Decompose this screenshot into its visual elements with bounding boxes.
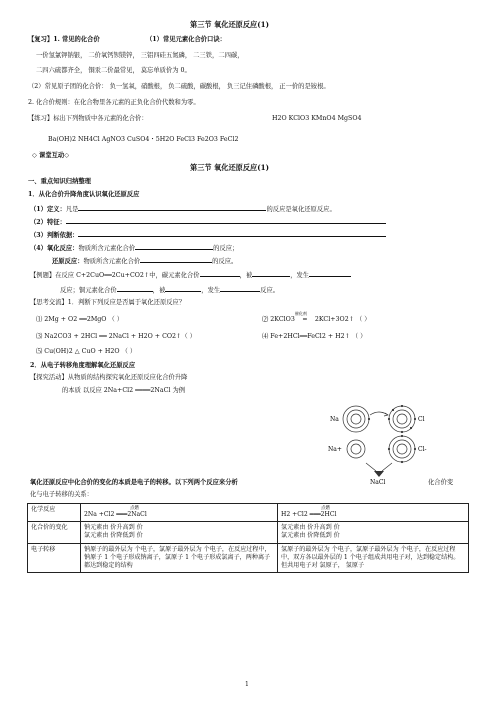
- na-shell-1: [351, 414, 361, 424]
- feature-label: （2）特征：: [30, 219, 66, 226]
- nature-line-1: [30, 479, 238, 487]
- example-text-b: ，被: [239, 272, 253, 279]
- table-row: [28, 522, 469, 543]
- na-ion-shell-1: [351, 444, 361, 454]
- example-text-c: ，发生: [290, 272, 310, 279]
- section-title: 第三节 氧化还原反应(1): [190, 163, 269, 172]
- reaction-b-cell: [278, 504, 469, 522]
- example-text-d: 反应；铜元素化合价: [60, 287, 117, 294]
- oxidation-tail: 的反应；: [213, 245, 239, 252]
- na-ion-arrow: [366, 463, 376, 471]
- reduction-blank[interactable]: [140, 256, 212, 263]
- example-blank-5[interactable]: [165, 285, 201, 292]
- valence-change-a: [81, 522, 278, 543]
- cl-shell-2: [393, 410, 411, 428]
- nature-text: 氧化还原反应中化合价的变化的本质是电子的转移。以下列两个反应来分析: [30, 479, 238, 486]
- example-line-2: [60, 285, 279, 295]
- feature-line: [30, 217, 386, 227]
- judgement-line: [30, 230, 386, 240]
- compound-list-2: Ba(OH)2 NH4Cl AgNO3 CuSO4・5H2O FeCl3 Fe2O3 FeCl2: [48, 136, 239, 143]
- electron-transfer-table: [27, 503, 469, 573]
- na-ion-shell-2: [347, 440, 365, 458]
- reduction-tail: 的反应。: [212, 258, 238, 265]
- product-label: NaCl: [370, 479, 386, 485]
- change-a2: 氯元素由 价降低到 价: [84, 532, 143, 540]
- example-blank-1[interactable]: [200, 270, 240, 277]
- nature-line-1-end: 化合价变: [428, 479, 454, 486]
- definition-line: [30, 204, 336, 214]
- na-label: Na: [330, 416, 339, 423]
- oxidation-label: （4）氧化反应：: [30, 245, 79, 252]
- transfer-a: 钠原子的最外层为 个电子，氯原子最外层为 个电子，在反应过程中，钠原子 1 个电子形成钠离子，氯原子 1 个电子形成氯离子，两种离子都达到稳定的结构: [81, 543, 278, 573]
- definition-blank[interactable]: [78, 204, 266, 211]
- reaction-3: ⑶ Na2CO3 + 2HCl ══ 2NaCl + H2O + CO2↑（ ）: [36, 333, 196, 340]
- reaction-2-left: ⑵ 2KClO3: [262, 316, 295, 323]
- example-line-1: [30, 270, 351, 280]
- ignite-label-b: 点燃: [321, 506, 330, 511]
- cl-ion-label: Cl-: [418, 446, 427, 453]
- na-ion-label: Na+: [328, 446, 342, 453]
- exercise-prompt: 【练习】标出下列物质中各元素的化合价：: [28, 115, 148, 122]
- row-label-transfer: 电子转移: [28, 543, 81, 573]
- feature-blank[interactable]: [66, 217, 386, 224]
- atom-group-valences: （2）常见原子团的化合价： 负一氢氧，硝酸根， 负二硫酸，碳酸根， 负三记住磷酸根， 正一价的是铵根。: [28, 83, 330, 90]
- electron-transfer-diagram: [318, 405, 450, 485]
- reaction-a: 2Na +Cl2 ═══2NaCl: [84, 511, 147, 518]
- think-prompt: 【思考交流】1．判断下列反应是否属于氧化还原反应？: [30, 299, 186, 306]
- change-b2: 氯元素由 价降低到 价: [281, 532, 340, 540]
- judgement-label: （3）判断依据：: [30, 232, 79, 239]
- example-blank-3[interactable]: [309, 270, 351, 277]
- example-text-e: ，被: [152, 287, 166, 294]
- table-row: [28, 543, 469, 573]
- explore-line-1: 【探究活动】从物质的结构探究氧化还原反应化合价升降: [30, 374, 188, 381]
- part-heading: 一、重点知识归纳整理: [28, 178, 91, 185]
- valence-rhyme-line-1: 一价氢氯钾钠银， 二价氧钙钡镁锌， 三铝四硅五氮磷， 二三铁，二四碳，: [36, 52, 244, 59]
- oxidation-text: 物质所含元素化合价: [78, 245, 136, 252]
- reaction-5: ⑸ Cu(OH)2 △ CuO + H2O （ ）: [36, 348, 137, 355]
- nature-line-2: 化与电子转移的关系：: [30, 491, 93, 498]
- cl-ion-arrow: [382, 463, 392, 471]
- review-subheading: （1）常见元素化合价口诀：: [146, 36, 226, 43]
- reduction-text: 物质所含元素化合价: [83, 258, 141, 265]
- review-heading: 【复习】1. 常见的化合价: [28, 36, 100, 43]
- valence-rhyme-line-2: 二四六硫都齐全， 铜汞二价最常见， 莫忘单质价为 0。: [36, 67, 191, 74]
- cl-shell-1: [397, 414, 407, 424]
- reaction-1: ⑴ 2Mg + O2 ══2MgO （ ）: [36, 316, 124, 323]
- cl-ion-shell-1: [397, 444, 407, 454]
- reduction-line: [52, 256, 237, 266]
- reaction-2-right: 2KCl+3O2↑ （ ）: [314, 316, 371, 323]
- item1-heading: 1．从化合价升降角度认识氧化还原反应: [28, 191, 140, 198]
- example-blank-2[interactable]: [252, 270, 290, 277]
- cl-label: Cl: [418, 416, 425, 423]
- na-shell-2: [347, 410, 365, 428]
- change-b1: 氢元素由 价升高到 价: [281, 524, 340, 532]
- example-text-f: ，发生: [201, 287, 221, 294]
- explore-line-2: 的本质 以反应 2Na+Cl2 ════2NaCl 为例: [62, 387, 186, 394]
- reaction-a-cell: [81, 504, 278, 522]
- page-title: 第三节 氧化还原反应(1): [190, 20, 269, 29]
- example-blank-4[interactable]: [117, 285, 153, 292]
- oxidation-blank[interactable]: [135, 243, 213, 250]
- row-label-valence: 化合价的变化: [28, 522, 81, 543]
- item2-heading: 2．从电子转移角度理解氧化还原反应: [30, 362, 136, 369]
- example-blank-6[interactable]: [220, 285, 260, 292]
- cl-ion-shell-2: [393, 440, 411, 458]
- transfer-b: 氢原子的最外层为 个电子，氯原子最外层为 个电子，在反应过程中，双方各以最外层的 1 个电子组成共用电子对，达到稳定结构。但共用电子对 氯原子， 氢原子: [278, 543, 469, 573]
- judgement-blank[interactable]: [78, 230, 386, 237]
- definition-tail: 的反应是氧化还原反应。: [266, 206, 336, 213]
- compound-list-1: H2O KClO3 KMnO4 MgSO4: [272, 115, 362, 122]
- valence-change-b: [278, 522, 469, 543]
- reduction-label: 还原反应：: [52, 258, 84, 265]
- reaction-2: [262, 311, 371, 324]
- ignite-label-a: 点燃: [130, 506, 139, 511]
- reaction-b: H2 +Cl2 ═══2HCl: [281, 511, 337, 518]
- page-number: 1: [245, 681, 249, 688]
- table-row: [28, 504, 469, 522]
- example-text-a: 【例题】在反应 C+2CuO══2Cu+CO2↑中，碳元素化合价: [30, 272, 200, 279]
- change-a1: 钠元素由 价升高到 价: [84, 524, 143, 532]
- row-label-reaction: 化学反应: [28, 504, 81, 522]
- valence-rule: 2. 化合价规则：在化合物里各元素的正负化合价代数和为零。: [28, 99, 200, 106]
- reaction-2-arrow: 催化剂 ═: [294, 311, 307, 323]
- reaction-4: ⑷ Fe+2HCl══FeCl2 + H2↑ （ ）: [262, 333, 367, 340]
- definition-label: （1）定义：: [30, 206, 66, 213]
- definition-text: 凡是: [65, 206, 79, 213]
- example-text-g: 反应。: [260, 287, 280, 294]
- catalyst-label: 催化剂: [294, 311, 307, 316]
- class-interaction-heading: ◇ 课堂互动◇: [32, 152, 70, 159]
- oxidation-line: [30, 243, 238, 253]
